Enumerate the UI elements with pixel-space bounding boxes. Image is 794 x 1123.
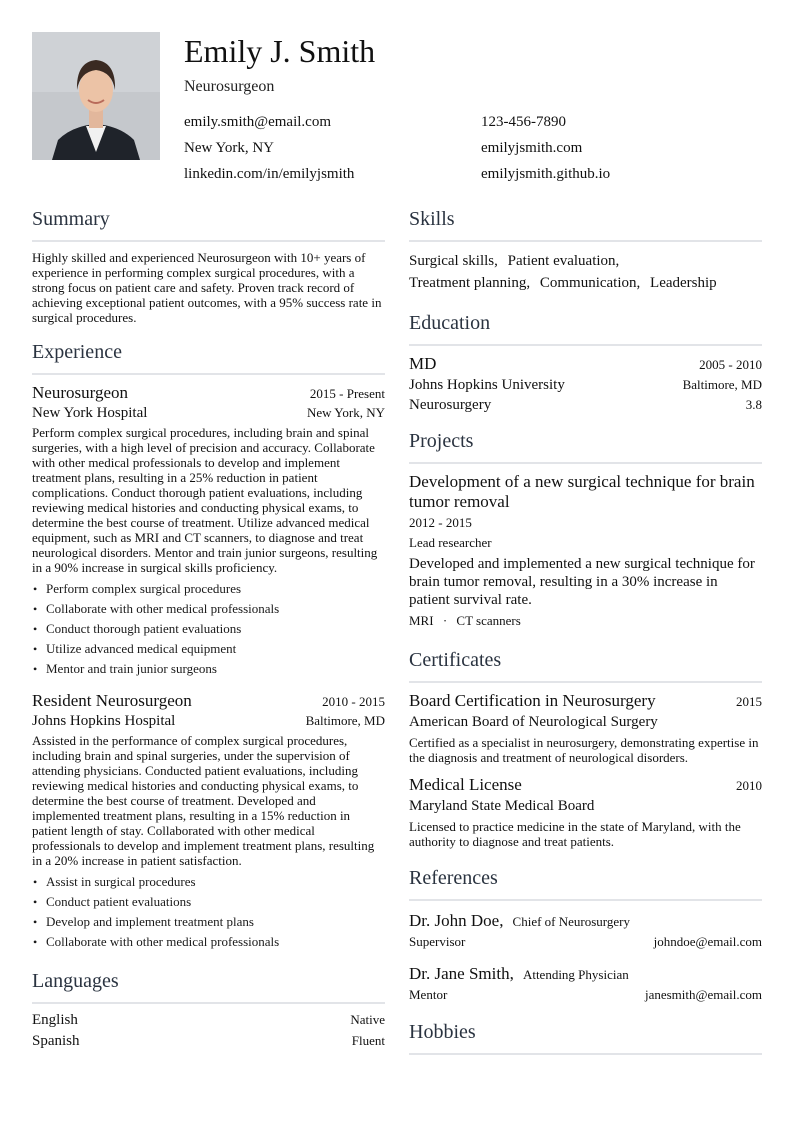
list-item: • Perform complex surgical procedures (32, 579, 385, 599)
candidate-name: Emily J. Smith (184, 33, 376, 69)
tag-separator: · (442, 613, 448, 628)
certificate-description: Licensed to practice medicine in the state of Maryland, with the authority to diagnose and treat patients. (409, 819, 741, 849)
language-level: Fluent (351, 1033, 385, 1048)
reference-entry (409, 964, 762, 1003)
job-location: Baltimore, MD (305, 713, 385, 728)
job-title: Resident Neurosurgeon (32, 691, 192, 710)
job-description: Assisted in the performance of complex surgical procedures, including brain and spinal surgeries, under the supervision of attending physicians. Conducted patient evaluations, including reviewing medical histories and conducting physical exams, to determine the best course of treatment. Developed and implemented treatment plans, resulting in a 15% reduction in patient length of stay. Collaborated with other medical professionals to develop and implement treatment plans, resulting in a 20% increase in patient satisfaction. (32, 733, 375, 868)
hobbies-heading: Hobbies (409, 1019, 762, 1055)
language-name: Spanish (32, 1033, 80, 1049)
skill-item: Treatment planning, (409, 275, 531, 291)
projects-heading: Projects (409, 428, 762, 464)
language-name: English (32, 1012, 78, 1028)
left-column (32, 206, 385, 1050)
list-item: • Develop and implement treatment plans (32, 912, 385, 932)
education-gpa: 3.8 (745, 397, 762, 412)
list-item: • Collaborate with other medical professionals (32, 599, 385, 619)
job-dates: 2015 - Present (309, 386, 385, 401)
project-tags (409, 613, 762, 629)
job-description: Perform complex surgical procedures, including brain and spinal surgeries, with a high level of precision and accuracy. Collaborate with other medical professionals to develop and implement treatment plans, resulting in a 25% reduction in patient complications. Conduct thorough patient evaluations, including reviewing medical histories and conducting physical exams, to determine the best course of treatment. Utilize advanced medical equipment, such as MRI and CT scanners, to diagnose and treat neurological disorders. Mentor and train junior surgeons, resulting in a 90% increase in surgical skills proficiency. (32, 425, 378, 575)
job-entry (32, 383, 385, 679)
education-location: Baltimore, MD (682, 377, 762, 392)
job-company: Johns Hopkins Hospital (32, 713, 176, 729)
reference-name: Dr. Jane Smith, (409, 964, 514, 983)
languages-heading: Languages (32, 968, 385, 1004)
project-role: Lead researcher (409, 535, 492, 550)
job-bullets (32, 872, 385, 952)
education-field: Neurosurgery (409, 397, 492, 413)
list-item: • Mentor and train junior surgeons (32, 659, 385, 679)
education-heading: Education (409, 310, 762, 346)
certificate-name: Medical License (409, 775, 522, 794)
project-entry (409, 472, 762, 629)
language-row (32, 1033, 385, 1050)
job-title: Neurosurgeon (32, 383, 128, 402)
skill-item: Leadership (650, 275, 717, 291)
job-company: New York Hospital (32, 405, 148, 421)
project-description: Developed and implemented a new surgical technique for brain tumor removal, resulting in a 30% increase in patient survival rate. (409, 556, 755, 608)
reference-relation: Mentor (409, 987, 448, 1002)
contact-github[interactable]: emilyjsmith.github.io (481, 166, 611, 182)
skill-item: Communication, (539, 275, 641, 291)
contact-website[interactable]: emilyjsmith.com (481, 140, 583, 156)
language-row (32, 1012, 385, 1029)
summary-text: Highly skilled and experienced Neurosurgeon with 10+ years of experience in performing complex surgical procedures, with a strong focus on patient care and safety. Proven track record of achieving exceptional patient outcomes, with a 95% success rate in surgical procedures. (32, 250, 382, 325)
candidate-role: Neurosurgeon (184, 78, 275, 95)
project-tag: CT scanners (456, 613, 521, 628)
contact-phone[interactable]: 123-456-7890 (481, 114, 566, 130)
reference-email[interactable]: johndoe@email.com (653, 934, 762, 949)
certificate-issuer: American Board of Neurological Surgery (409, 714, 658, 730)
certificate-year: 2015 (736, 694, 762, 709)
language-level: Native (350, 1012, 385, 1027)
reference-relation: Supervisor (409, 934, 466, 949)
skills-heading: Skills (409, 206, 762, 242)
contact-location: New York, NY (184, 140, 275, 156)
reference-position: Attending Physician (522, 967, 629, 982)
certificate-entry (409, 775, 762, 849)
reference-name: Dr. John Doe, (409, 911, 504, 930)
skills-list (409, 250, 762, 294)
skill-item: Patient evaluation, (507, 253, 620, 269)
job-bullets (32, 579, 385, 679)
certificate-name: Board Certification in Neurosurgery (409, 691, 656, 710)
contact-linkedin[interactable]: linkedin.com/in/emilyjsmith (184, 166, 355, 182)
right-column (409, 206, 762, 1063)
certificate-year: 2010 (736, 778, 762, 793)
list-item: • Conduct patient evaluations (32, 892, 385, 912)
profile-photo (32, 32, 160, 160)
reference-entry (409, 911, 762, 950)
references-heading: References (409, 865, 762, 901)
project-tag: MRI (409, 613, 434, 628)
education-dates: 2005 - 2010 (699, 357, 762, 372)
reference-email[interactable]: janesmith@email.com (644, 987, 762, 1002)
certificates-heading: Certificates (409, 647, 762, 683)
summary-heading: Summary (32, 206, 385, 242)
list-item: • Utilize advanced medical equipment (32, 639, 385, 659)
education-degree: MD (409, 354, 437, 373)
education-entry (409, 354, 762, 414)
reference-position: Chief of Neurosurgery (512, 914, 630, 929)
list-item: • Collaborate with other medical professionals (32, 932, 385, 952)
project-name: Development of a new surgical technique for brain tumor removal (409, 472, 755, 511)
experience-heading: Experience (32, 339, 385, 375)
list-item: • Assist in surgical procedures (32, 872, 385, 892)
project-dates: 2012 - 2015 (409, 515, 472, 530)
certificate-description: Certified as a specialist in neurosurgery, demonstrating expertise in the diagnosis and treatment of neurological disorders. (409, 735, 759, 765)
skill-item: Surgical skills, (409, 253, 498, 269)
job-location: New York, NY (306, 405, 385, 420)
certificate-entry (409, 691, 762, 765)
job-entry (32, 691, 385, 952)
list-item: • Conduct thorough patient evaluations (32, 619, 385, 639)
certificate-issuer: Maryland State Medical Board (409, 798, 595, 814)
education-school: Johns Hopkins University (409, 377, 565, 393)
job-dates: 2010 - 2015 (322, 694, 385, 709)
contact-email[interactable]: emily.smith@email.com (184, 114, 331, 130)
